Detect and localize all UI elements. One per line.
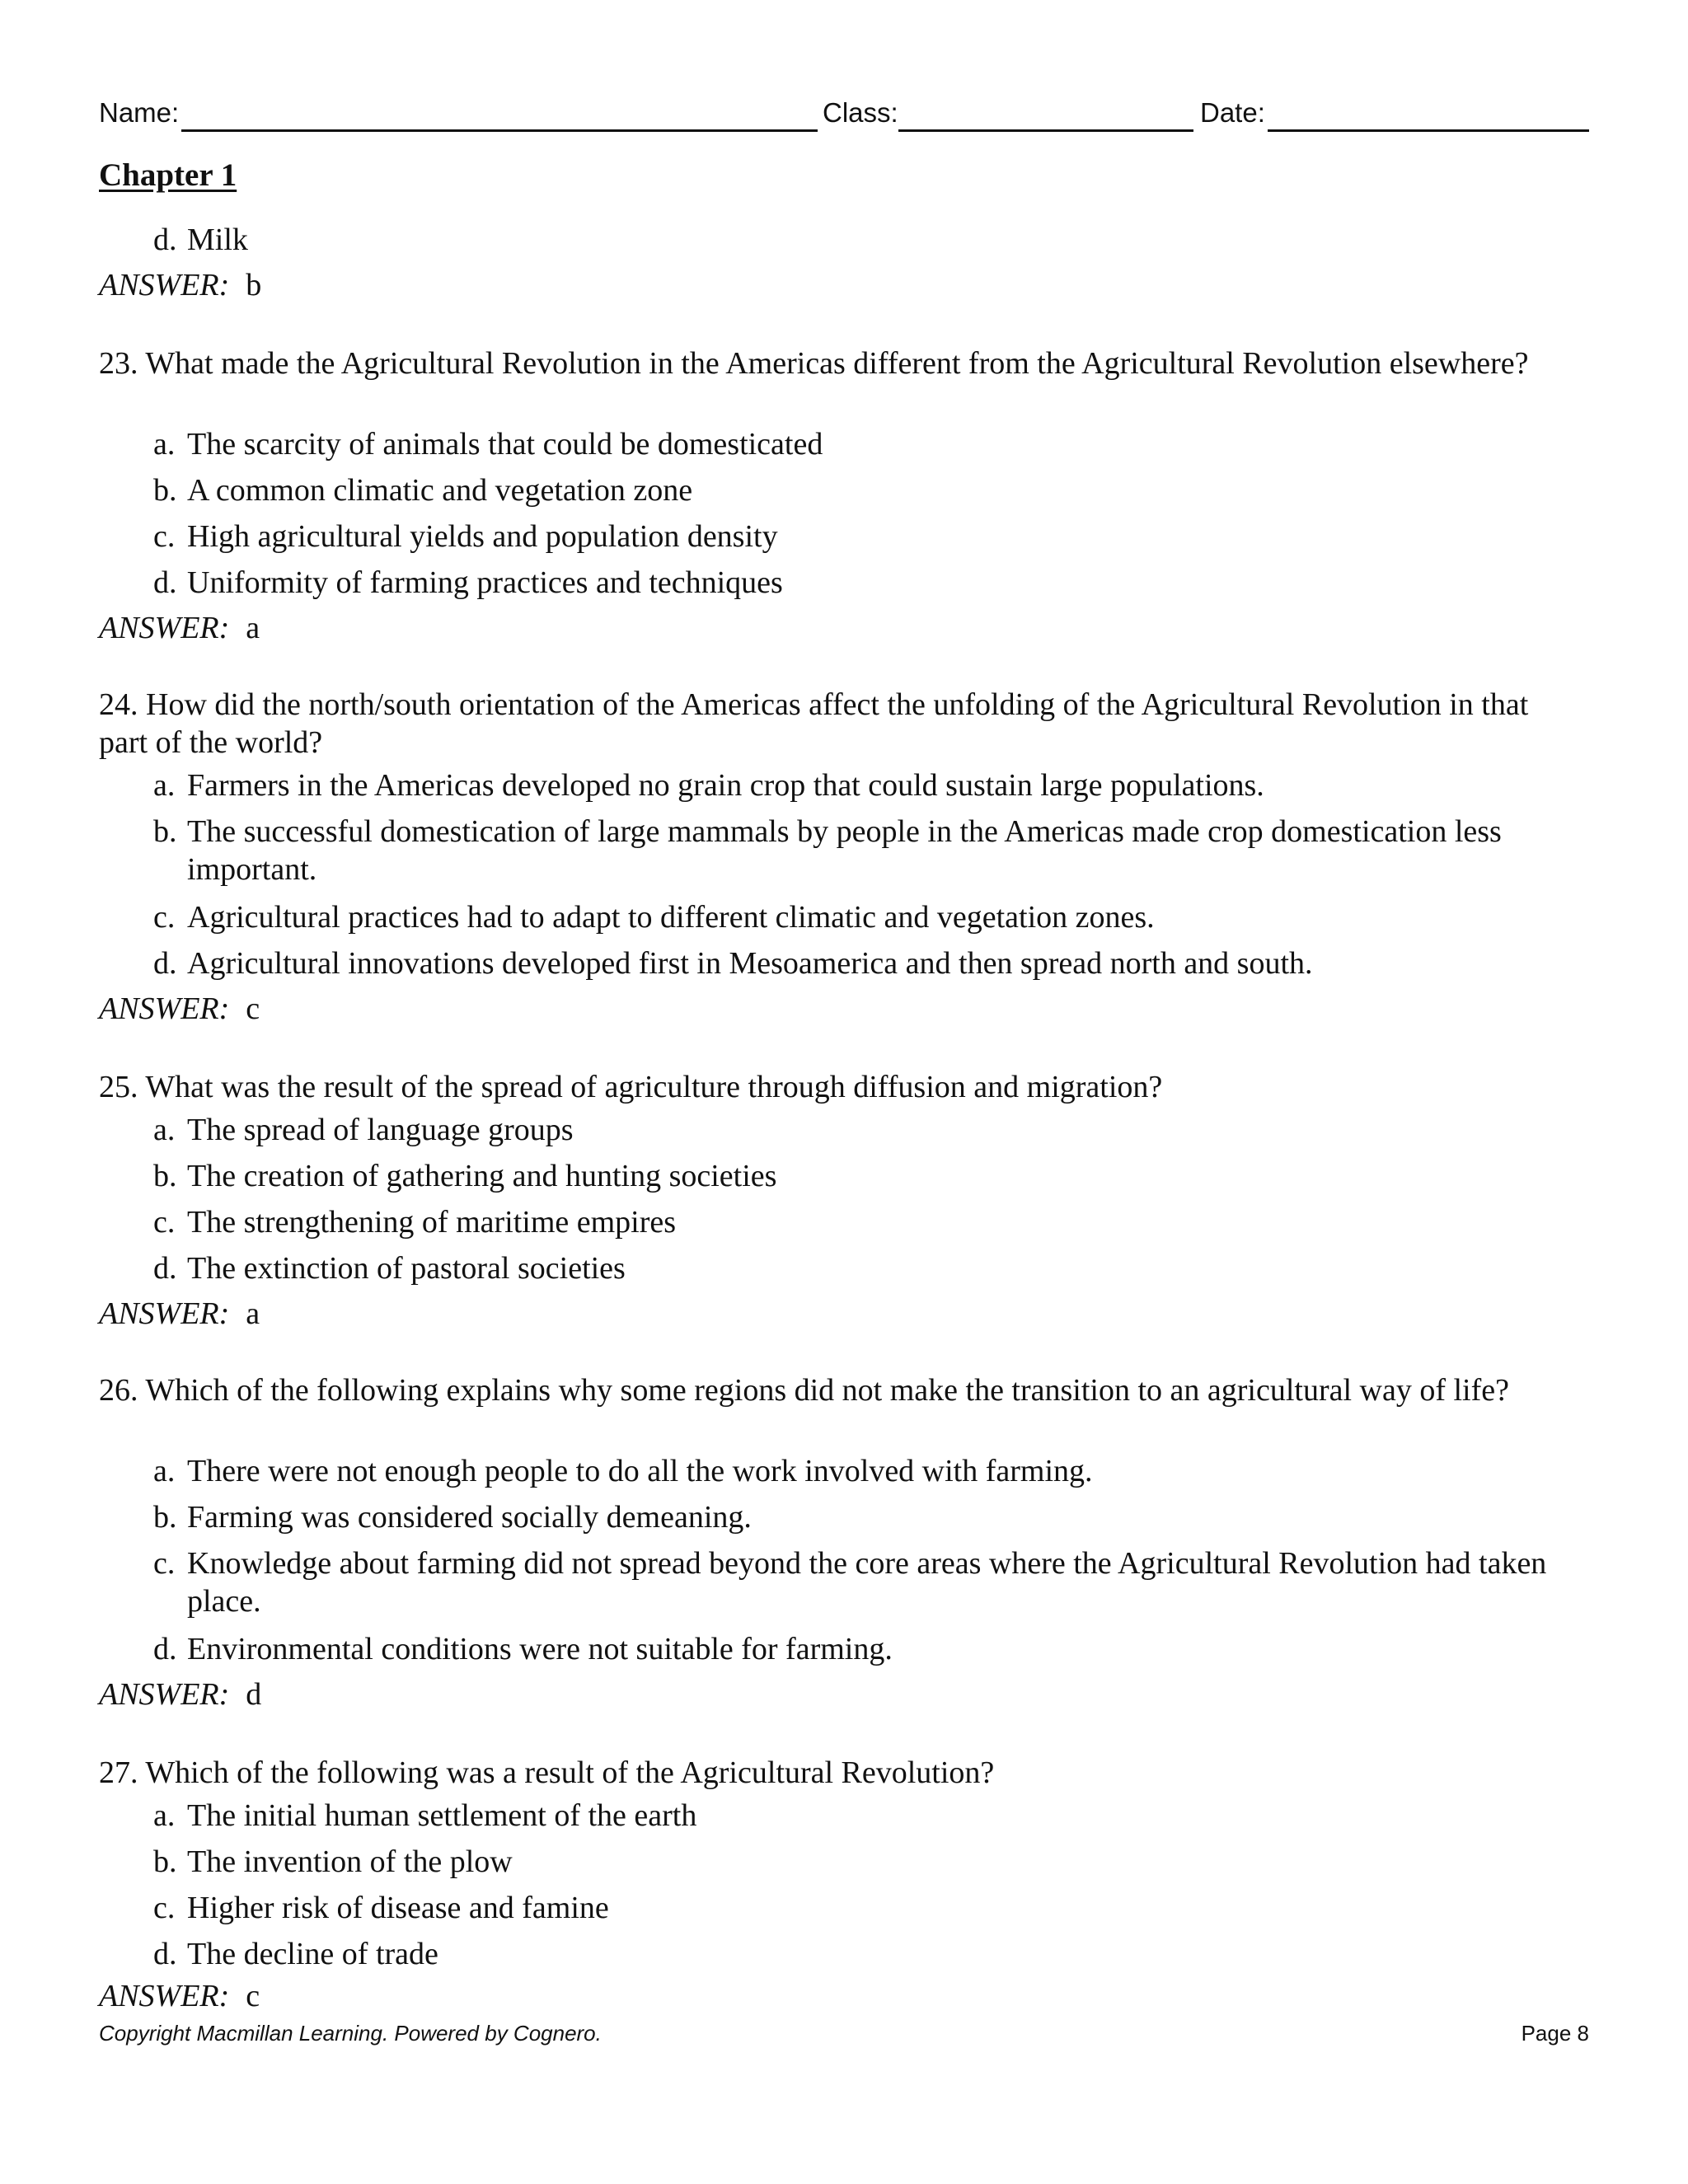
question-26-choice-d	[153, 1630, 1571, 1668]
question-25-answer	[99, 1296, 260, 1332]
answer-value: a	[246, 611, 260, 645]
question-26-answer	[99, 1676, 261, 1713]
answer-value: a	[246, 1296, 260, 1331]
choice-letter: a.	[153, 1454, 176, 1488]
question-23-text: 23. What made the Agricultural Revolution in the Americas different from the Agricultural Revolution elsewhere?	[99, 346, 1529, 381]
question-24-choice-a	[153, 766, 1571, 804]
choice-text: A common climatic and vegetation zone	[187, 473, 693, 508]
question-27-choice-a	[153, 1797, 1571, 1835]
question-26-choice-c	[153, 1544, 1571, 1620]
question-24-choice-b	[153, 813, 1571, 888]
choice-letter: b.	[153, 473, 177, 508]
choice-letter: b.	[153, 814, 177, 849]
choice-text: The scarcity of animals that could be domesticated	[187, 427, 823, 462]
footer-copyright: Copyright Macmillan Learning. Powered by Cognero.	[99, 2021, 602, 2046]
question-24-text: 24. How did the north/south orientation of the Americas affect the unfolding of the Agricultural Revolution in that part of the world?	[99, 687, 1529, 760]
answer-label: ANSWER:	[99, 611, 230, 645]
choice-letter: c.	[153, 900, 176, 935]
choice-letter: d.	[153, 565, 177, 600]
question-24-choice-d	[153, 944, 1571, 982]
question-23-choice-d	[153, 564, 1571, 602]
choice-letter: a.	[153, 1113, 176, 1147]
answer-value: d	[246, 1677, 262, 1712]
choice-letter: a.	[153, 1798, 176, 1833]
choice-letter: d.	[153, 223, 177, 257]
date-label: Date:	[1200, 97, 1265, 128]
class-label: Class:	[823, 97, 898, 128]
question-25-choice-a	[153, 1111, 1571, 1149]
question-25-choice-b	[153, 1157, 1571, 1195]
choice-letter: d.	[153, 1251, 177, 1286]
answer-label: ANSWER:	[99, 268, 230, 302]
question-23-choice-c	[153, 518, 1571, 555]
choice-text: The successful domestication of large mammals by people in the Americas made crop domestication less important.	[187, 814, 1502, 887]
choice-text: The decline of trade	[187, 1937, 438, 1971]
choice-text: Uniformity of farming practices and techniques	[187, 565, 783, 600]
question-24-answer	[99, 991, 260, 1027]
question-27-choice-d	[153, 1935, 1571, 1973]
question-25-choice-d	[153, 1249, 1571, 1287]
date-line	[1268, 129, 1589, 132]
question-23-choice-b	[153, 471, 1571, 509]
choice-letter: b.	[153, 1844, 177, 1879]
footer-page-number: Page 8	[1521, 2021, 1589, 2046]
question-24-choice-c	[153, 898, 1571, 936]
choice-letter: a.	[153, 427, 176, 462]
question-27-answer	[99, 1978, 260, 2014]
answer-label: ANSWER:	[99, 1677, 230, 1712]
choice-letter: c.	[153, 1891, 176, 1925]
choice-text: The spread of language groups	[187, 1113, 574, 1147]
question-25-text: 25. What was the result of the spread of agriculture through diffusion and migration?	[99, 1070, 1163, 1104]
question-26-choice-b	[153, 1498, 1571, 1536]
answer-value: c	[246, 1979, 260, 2013]
choice-text: Milk	[187, 223, 248, 257]
chapter-title: Chapter 1	[99, 157, 237, 193]
choice-letter: b.	[153, 1500, 177, 1535]
question-26-choice-a	[153, 1452, 1571, 1490]
choice-text: The invention of the plow	[187, 1844, 513, 1879]
choice-text: Farmers in the Americas developed no grain crop that could sustain large populations.	[187, 768, 1264, 803]
prev-answer	[99, 267, 261, 303]
choice-letter: d.	[153, 1632, 177, 1666]
class-line	[898, 129, 1193, 132]
answer-label: ANSWER:	[99, 991, 230, 1026]
answer-value: b	[246, 268, 262, 302]
answer-label: ANSWER:	[99, 1296, 230, 1331]
prev-choice-d	[153, 221, 1571, 259]
question-23-answer	[99, 610, 260, 646]
question-27-choice-b	[153, 1843, 1571, 1881]
choice-letter: d.	[153, 946, 177, 981]
name-field[interactable]	[99, 94, 818, 132]
choice-letter: c.	[153, 1205, 176, 1240]
choice-letter: b.	[153, 1159, 177, 1193]
choice-text: There were not enough people to do all the work involved with farming.	[187, 1454, 1093, 1488]
choice-text: High agricultural yields and population density	[187, 519, 778, 554]
name-line	[181, 129, 818, 132]
choice-letter: c.	[153, 519, 176, 554]
question-27-text: 27. Which of the following was a result of the Agricultural Revolution?	[99, 1755, 995, 1790]
name-label: Name:	[99, 97, 180, 128]
answer-label: ANSWER:	[99, 1979, 230, 2013]
class-field[interactable]	[823, 94, 1193, 132]
question-27-choice-c	[153, 1889, 1571, 1927]
header-fields	[99, 94, 1589, 135]
choice-text: Higher risk of disease and famine	[187, 1891, 609, 1925]
choice-text: The extinction of pastoral societies	[187, 1251, 626, 1286]
date-field[interactable]	[1200, 94, 1589, 132]
choice-text: Knowledge about farming did not spread beyond the core areas where the Agricultural Revolution had taken place.	[187, 1546, 1547, 1619]
choice-letter: d.	[153, 1937, 177, 1971]
question-25-choice-c	[153, 1203, 1571, 1241]
choice-text: The strengthening of maritime empires	[187, 1205, 677, 1240]
answer-value: c	[246, 991, 260, 1026]
choice-text: The creation of gathering and hunting societies	[187, 1159, 777, 1193]
choice-text: The initial human settlement of the earth	[187, 1798, 697, 1833]
choice-text: Environmental conditions were not suitable for farming.	[187, 1632, 893, 1666]
choice-letter: a.	[153, 768, 176, 803]
choice-text: Farming was considered socially demeaning.	[187, 1500, 752, 1535]
choice-text: Agricultural practices had to adapt to different climatic and vegetation zones.	[187, 900, 1155, 935]
question-23-choice-a	[153, 425, 1571, 463]
choice-letter: c.	[153, 1546, 176, 1581]
choice-text: Agricultural innovations developed first in Mesoamerica and then spread north and south.	[187, 946, 1313, 981]
question-26-text: 26. Which of the following explains why some regions did not make the transition to an agricultural way of life?	[99, 1373, 1510, 1408]
